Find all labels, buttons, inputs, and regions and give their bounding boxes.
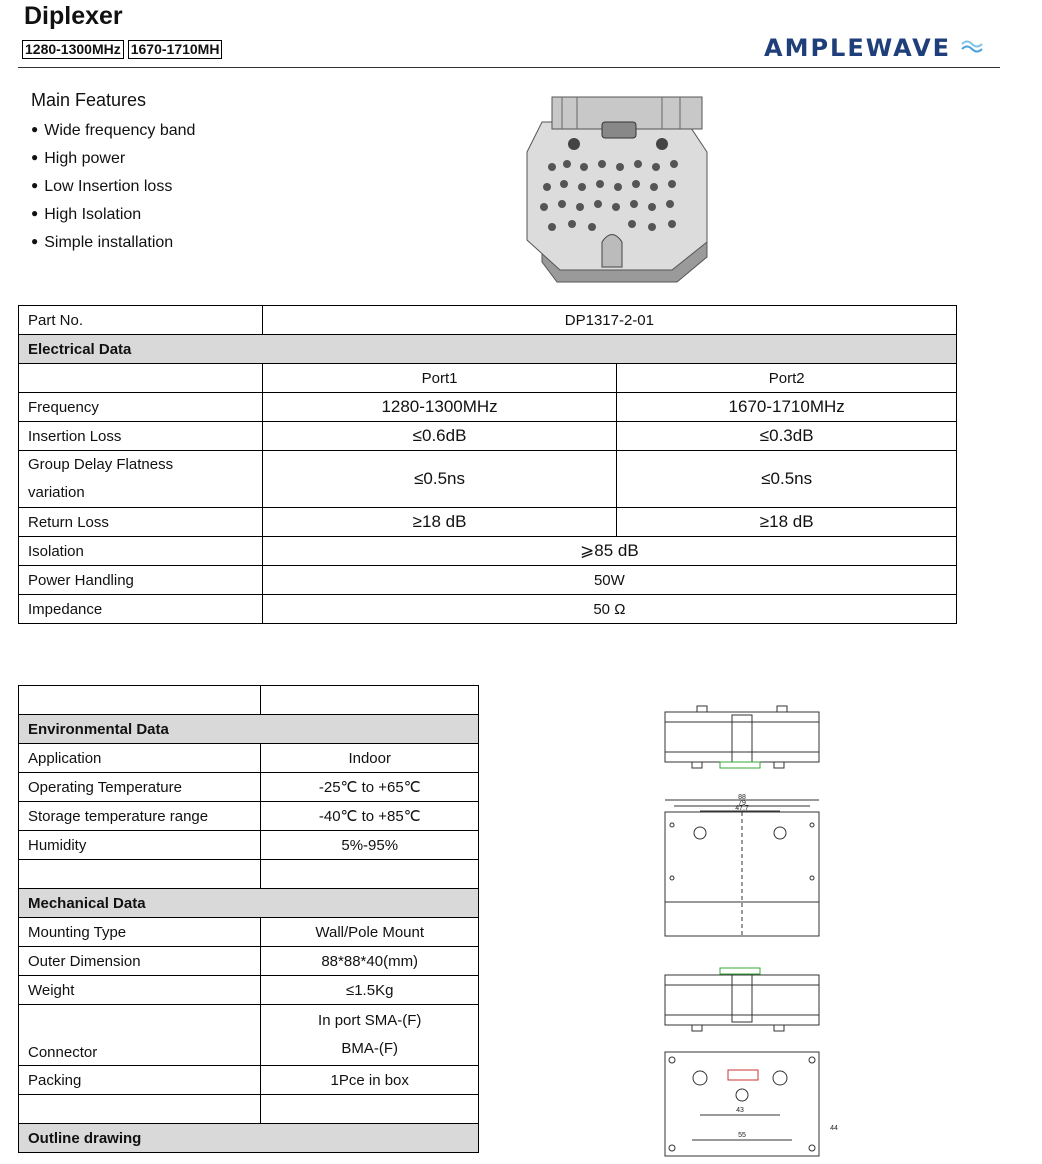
feature-item: ● High power <box>31 145 195 173</box>
port2-value: ≥18 dB <box>617 508 957 537</box>
port1-value: 1280-1300MHz <box>262 393 617 422</box>
table-row <box>19 1005 479 1066</box>
row-value: -25℃ to +65℃ <box>261 773 479 802</box>
row-value: Wall/Pole Mount <box>261 918 479 947</box>
row-value: 88*88*40(mm) <box>261 947 479 976</box>
part-no-value: DP1317-2-01 <box>262 306 956 335</box>
row-label: Mounting Type <box>19 918 261 947</box>
port2-header: Port2 <box>617 364 957 393</box>
row-label: Frequency <box>19 393 263 422</box>
row-value <box>261 1005 479 1066</box>
mechanical-section-header: Mechanical Data <box>19 889 479 918</box>
row-label: Storage temperature range <box>19 802 261 831</box>
dim-label: 79 <box>738 800 746 807</box>
feature-item: ● High Isolation <box>31 201 195 229</box>
table-row <box>19 422 957 451</box>
table-row <box>19 566 957 595</box>
electrical-section-header: Electrical Data <box>19 335 957 364</box>
empty-cell <box>19 364 263 393</box>
isolation-value: ⩾85 dB <box>262 537 956 566</box>
port2-value: 1670-1710MHz <box>617 393 957 422</box>
table-row <box>19 537 957 566</box>
row-value: 1Pce in box <box>261 1066 479 1095</box>
frequency-tag-1: 1280-1300MHz <box>22 40 124 59</box>
row-label: Weight <box>19 976 261 1005</box>
outline-section-header: Outline drawing <box>19 1124 479 1153</box>
port2-value: ≤0.5ns <box>617 451 957 508</box>
part-no-label: Part No. <box>19 306 263 335</box>
port1-value: ≤0.6dB <box>262 422 617 451</box>
connector-line: BMA-(F) <box>341 1040 399 1057</box>
row-label: Insertion Loss <box>19 422 263 451</box>
row-label-line: variation <box>28 484 85 501</box>
row-value: ≤1.5Kg <box>261 976 479 1005</box>
row-label: Packing <box>19 1066 261 1095</box>
product-image <box>522 92 712 284</box>
power-value: 50W <box>262 566 956 595</box>
brand-wave-icon <box>961 38 985 54</box>
empty-cell <box>19 1095 261 1124</box>
frequency-tag-2: 1670-1710MH <box>128 40 223 59</box>
row-label: Operating Temperature <box>19 773 261 802</box>
row-label: Application <box>19 744 261 773</box>
outline-drawing <box>662 700 862 1160</box>
brand-logo: AMPLEWAVE <box>764 34 952 62</box>
env-mech-table <box>18 685 479 1153</box>
row-value: 5%-95% <box>261 831 479 860</box>
table-row <box>19 1066 479 1095</box>
frequency-tags <box>22 40 222 59</box>
empty-cell <box>19 860 261 889</box>
row-label: Humidity <box>19 831 261 860</box>
feature-item: ● Low Insertion loss <box>31 173 195 201</box>
table-row <box>19 595 957 624</box>
row-label: Isolation <box>19 537 263 566</box>
table-row <box>19 508 957 537</box>
row-label: Impedance <box>19 595 263 624</box>
electrical-table <box>18 305 957 624</box>
main-features <box>31 90 195 257</box>
dim-label: 47.7 <box>735 805 749 812</box>
port1-header: Port1 <box>262 364 617 393</box>
table-row <box>19 451 957 508</box>
table-row <box>19 802 479 831</box>
dim-label: 88 <box>738 794 746 801</box>
table-row <box>19 976 479 1005</box>
feature-item: ● Simple installation <box>31 229 195 257</box>
row-label <box>19 451 263 508</box>
environmental-section-header: Environmental Data <box>19 715 479 744</box>
empty-cell <box>261 860 479 889</box>
empty-cell <box>261 1095 479 1124</box>
table-row <box>19 918 479 947</box>
table-row <box>19 947 479 976</box>
row-value: -40℃ to +85℃ <box>261 802 479 831</box>
empty-cell <box>19 686 261 715</box>
port1-value: ≥18 dB <box>262 508 617 537</box>
dim-label: 44 <box>830 1125 838 1132</box>
row-label-line: Group Delay Flatness <box>28 456 174 473</box>
dim-label: 43 <box>736 1107 744 1114</box>
doc-title: Diplexer <box>24 2 123 30</box>
feature-item: ● Wide frequency band <box>31 117 195 145</box>
table-row <box>19 831 479 860</box>
row-label: Return Loss <box>19 508 263 537</box>
port1-value: ≤0.5ns <box>262 451 617 508</box>
table-row <box>19 773 479 802</box>
row-label: Power Handling <box>19 566 263 595</box>
row-value: Indoor <box>261 744 479 773</box>
table-row <box>19 393 957 422</box>
empty-cell <box>261 686 479 715</box>
features-heading: Main Features <box>31 90 147 110</box>
dim-label: 55 <box>738 1132 746 1139</box>
row-label: Outer Dimension <box>19 947 261 976</box>
connector-line: In port SMA-(F) <box>318 1012 422 1029</box>
header-divider <box>18 67 1000 68</box>
row-label: Connector <box>19 1005 261 1066</box>
port2-value: ≤0.3dB <box>617 422 957 451</box>
features-list <box>31 117 195 257</box>
impedance-value: 50 Ω <box>262 595 956 624</box>
table-row <box>19 744 479 773</box>
